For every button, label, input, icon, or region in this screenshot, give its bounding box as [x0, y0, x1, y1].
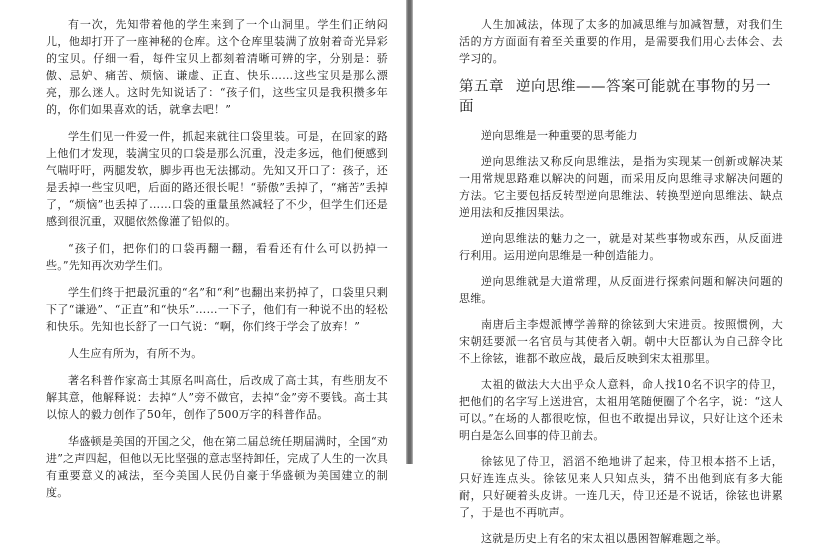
left-paragraph-2: 学生们见一件爱一件，抓起来就往口袋里装。可是，在回家的路上他们才发现，装满宝贝的口袋是那么沉重，没走多远，他们便感到气喘吁吁，两腿发软，脚步再也无法挪动。先知又开口了：孩子，还是丢掉一些宝贝吧，后面的路还很长呢！“骄傲”丢掉了，“痛苦”丢掉了，“烦恼”也丢掉了……口袋的重量虽然减轻了不少，但学生们还是感到很沉重，双腿依然像灌了铅似的。 [46, 130, 388, 228]
right-paragraph-4: 逆向思维就是大道常理，从反面进行探索问题和解决问题的思维。 [459, 275, 783, 305]
section-subheading: 逆向思维是一种重要的思考能力 [481, 129, 638, 142]
chapter-title: 逆向思维——答案可能就在事物的另一面 [459, 79, 771, 115]
left-paragraph-6: 著名科普作家高士其原名叫高仕，后改成了高士其，有些朋友不解其意，他解释说：去掉“人”旁不做官，去掉“金”旁不要钱。高士其以惊人的毅力创作了50年，创作了500万字的科普作品。 [46, 374, 388, 421]
right-paragraph-7: 徐铉见了侍卫，滔滔不绝地讲了起来，侍卫根本搭不上话，只好连连点头。徐铉见来人只知点头，猜不出他到底有多大能耐，只好硬着头皮讲。一连几天，侍卫还是不说话，徐铉也讲累了，于是也不再吭声。 [459, 455, 783, 519]
left-paragraph-5: 人生应有所为，有所不为。 [68, 347, 203, 360]
right-paragraph-3: 逆向思维法的魅力之一，就是对某些事物或东西，从反面进行利用。运用逆向思维是一种创造能力。 [459, 232, 783, 262]
left-paragraph-3: “孩子们，把你们的口袋再翻一翻，看看还有什么可以扔掉一些。”先知再次劝学生们。 [46, 242, 388, 272]
right-intro-paragraph: 人生加减法，体现了太多的加减思维与加减智慧，对我们生活的方方面面有着至关重要的作用，是需要我们用心去体会、去学习的。 [459, 18, 783, 65]
left-paragraph-1: 有一次，先知带着他的学生来到了一个山洞里。学生们正纳闷儿，他却打开了一座神秘的仓库。这个仓库里装满了放射着奇光异彩的宝贝。仔细一看，每件宝贝上都刻着清晰可辨的字，分别是：骄傲、忌妒、痛苦、烦恼、谦虚、正直、快乐……这些宝贝是那么漂亮，那么迷人。这时先知说话了：“孩子们，这些宝贝是我积攒多年的，你们如果喜欢的话，就拿去吧！” [46, 18, 388, 116]
right-page [413, 0, 819, 545]
right-paragraph-5: 南唐后主李煜派博学善辩的徐铉到大宋进贡。按照惯例，大宋朝廷要派一名官员与其使者入朝。朝中大臣都认为自己辞令比不上徐铉，谁都不敢应战，最后反映到宋太祖那里。 [459, 318, 783, 365]
left-paragraph-4: 学生们终于把最沉重的“名”和“利”也翻出来扔掉了，口袋里只剩下了“谦逊”、“正直”和“快乐”……一下子，他们有一种说不出的轻松和快乐。先知也长舒了一口气说：“啊，你们终于学会了放弃！” [46, 286, 388, 333]
chapter-number: 第五章 [459, 79, 504, 95]
right-paragraph-8: 这就是历史上有名的宋太祖以愚困智解难题之举。 [481, 532, 728, 545]
left-page [0, 0, 406, 499]
chapter-heading [459, 77, 783, 117]
page-gutter [406, 0, 413, 464]
left-paragraph-7: 华盛顿是美国的开国之父，他在第二届总统任期届满时，全国“劝进”之声四起，但他以无比坚强的意志坚持卸任，完成了人生的一次具有重要意义的减法，至今美国人民仍自豪于华盛顿为美国建立的制度。 [46, 435, 388, 499]
right-paragraph-2: 逆向思维法又称反向思维法，是指为实现某一创新或解决某一用常规思路难以解决的问题，而采用反向思维寻求解决问题的方法。它主要包括反转型逆向思维法、转换型逆向思维法、缺点逆用法和反推因果法。 [459, 155, 783, 219]
right-paragraph-6: 太祖的做法大大出乎众人意料，命人找10名不识字的侍卫，把他们的名字写上送进宫，太祖用笔随便圈了个名字，说：“这人可以。”在场的人都很吃惊，但也不敢提出异议，只好让这个还未明白是怎么回事的侍卫前去。 [459, 378, 783, 442]
